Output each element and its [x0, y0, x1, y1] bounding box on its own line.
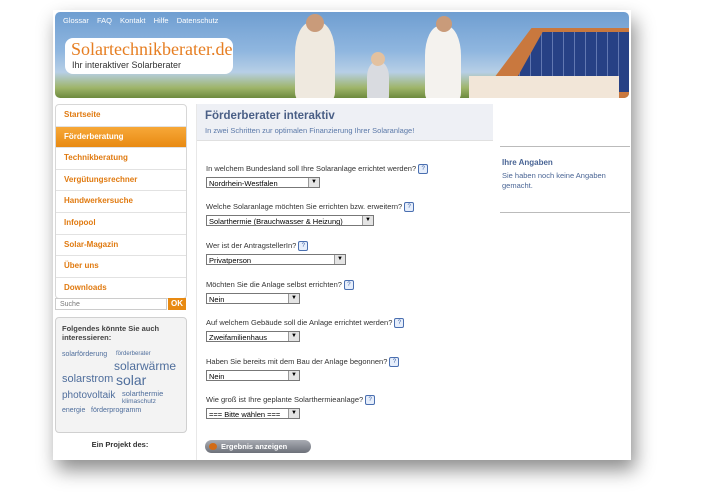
sidebar-nav [55, 104, 187, 299]
sidebar-item-ueber-uns[interactable]: Über uns [56, 256, 186, 278]
question-antragsteller [206, 241, 308, 251]
help-icon[interactable]: ? [389, 357, 399, 367]
help-icon[interactable]: ? [404, 202, 414, 212]
tag-link[interactable]: klimaschutz [122, 398, 156, 405]
select-value: Nein [209, 295, 225, 304]
tag-link[interactable]: solarthermie [122, 389, 164, 398]
tag-link[interactable]: solarstrom [62, 373, 114, 385]
top-nav [63, 16, 224, 25]
sidebar-item-technikberatung[interactable]: Technikberatung [56, 148, 186, 170]
baubeginn-select[interactable] [206, 370, 300, 381]
sidebar-item-solar-magazin[interactable]: Solar-Magazin [56, 235, 186, 257]
select-value: Nordrhein-Westfalen [209, 179, 278, 188]
select-value: Nein [209, 372, 225, 381]
logo-subtitle: Ihr interaktiver Solarberater [72, 60, 182, 70]
site-logo[interactable] [65, 38, 233, 74]
question-label: Haben Sie bereits mit dem Bau der Anlage begonnen? [206, 357, 388, 366]
arrow-bullet-icon [209, 443, 217, 450]
question-baubeginn [206, 357, 399, 367]
select-value: Zweifamilienhaus [209, 333, 267, 342]
nav-link-glossar[interactable]: Glossar [63, 16, 89, 25]
gebaeude-select[interactable] [206, 331, 300, 342]
family-photo-father [295, 22, 335, 98]
summary-title: Ihre Angaben [502, 158, 553, 167]
question-solaranlage [206, 202, 414, 212]
sidebar-item-startseite[interactable]: Startseite [56, 105, 186, 127]
help-icon[interactable]: ? [394, 318, 404, 328]
question-bundesland [206, 164, 428, 174]
tag-link[interactable]: förderprogramm [91, 407, 142, 414]
search-ok-button[interactable]: OK [168, 298, 186, 310]
tag-cloud [55, 317, 187, 433]
chevron-down-icon: ▼ [308, 178, 319, 187]
summary-text: Sie haben noch keine Angaben gemacht. [502, 171, 606, 190]
page-title: Förderberater interaktiv [205, 110, 335, 122]
chevron-down-icon: ▼ [334, 255, 345, 264]
antragsteller-select[interactable] [206, 254, 346, 265]
search-input[interactable]: Suche [55, 298, 167, 310]
nav-link-faq[interactable]: FAQ [96, 16, 112, 25]
question-label: Wie groß ist Ihre geplante Solarthermieanlage? [206, 395, 364, 404]
sidebar-item-handwerkersuche[interactable]: Handwerkersuche [56, 191, 186, 213]
select-value: Solarthermie (Brauchwasser & Heizung) [209, 217, 343, 226]
sidebar-item-verguetungsrechner[interactable]: Vergütungsrechner [56, 170, 186, 192]
select-value: === Bitte wählen === [209, 410, 281, 419]
divider [500, 212, 630, 213]
page-subtitle: In zwei Schritten zur optimalen Finanzierung Ihrer Solaranlage! [205, 126, 415, 135]
nav-link-hilfe[interactable]: Hilfe [153, 16, 169, 25]
help-icon[interactable]: ? [344, 280, 354, 290]
logo-title: Solartechnikberater.de [71, 39, 233, 59]
tag-cloud-intro: Folgendes könnte Sie auch interessieren: [62, 324, 160, 342]
main-content [196, 104, 493, 460]
tag-link[interactable]: energie [62, 407, 86, 414]
chevron-down-icon: ▼ [288, 294, 299, 303]
help-icon[interactable]: ? [298, 241, 308, 251]
family-photo-mother-head [436, 16, 452, 32]
question-gebaeude [206, 318, 404, 328]
house-wall-image [469, 76, 619, 98]
sidebar-item-downloads[interactable]: Downloads [64, 282, 107, 292]
nav-link-datenschutz[interactable]: Datenschutz [176, 16, 219, 25]
tag-link[interactable]: photovoltaik [62, 390, 116, 401]
nav-link-kontakt[interactable]: Kontakt [120, 16, 146, 25]
chevron-down-icon: ▼ [288, 332, 299, 341]
select-value: Privatperson [209, 256, 252, 265]
chevron-down-icon: ▼ [288, 371, 299, 380]
tag-link[interactable]: solarwärme [114, 359, 177, 373]
family-photo-father-head [306, 14, 324, 32]
family-photo-mother [425, 26, 461, 98]
chevron-down-icon: ▼ [288, 409, 299, 418]
sidebar-item-foerderberatung[interactable]: Förderberatung [56, 127, 186, 149]
show-result-label: Ergebnis anzeigen [221, 442, 288, 451]
selbst-errichten-select[interactable] [206, 293, 300, 304]
sidebar-item-infopool[interactable]: Infopool [56, 213, 186, 235]
question-selbst-errichten [206, 280, 354, 290]
help-icon[interactable]: ? [365, 395, 375, 405]
question-anlagengroesse [206, 395, 375, 405]
family-photo-child-head [371, 52, 385, 66]
help-icon[interactable]: ? [418, 164, 428, 174]
tag-link[interactable]: solarförderung [62, 351, 108, 358]
bundesland-select[interactable] [206, 177, 320, 188]
divider [500, 146, 630, 147]
browser-page [53, 10, 631, 460]
summary-panel [500, 104, 630, 460]
family-photo-child [367, 62, 389, 98]
solaranlage-select[interactable] [206, 215, 374, 226]
question-label: Welche Solaranlage möchten Sie errichten bzw. erweitern? [206, 202, 403, 211]
chevron-down-icon: ▼ [362, 216, 373, 225]
question-label: Möchten Sie die Anlage selbst errichten? [206, 280, 342, 289]
tag-link[interactable]: förderberater [116, 351, 151, 357]
question-label: Auf welchem Gebäude soll die Anlage errichtet werden? [206, 318, 393, 327]
show-result-button[interactable] [205, 440, 311, 453]
question-label: Wer ist der AntragstellerIn? [206, 241, 297, 250]
tag-link[interactable]: solar [116, 372, 147, 388]
project-label: Ein Projekt des: [91, 440, 149, 449]
question-label: In welchem Bundesland soll Ihre Solaranlage errichtet werden? [206, 164, 417, 173]
anlagengroesse-select[interactable] [206, 408, 300, 419]
header-banner [55, 12, 629, 98]
